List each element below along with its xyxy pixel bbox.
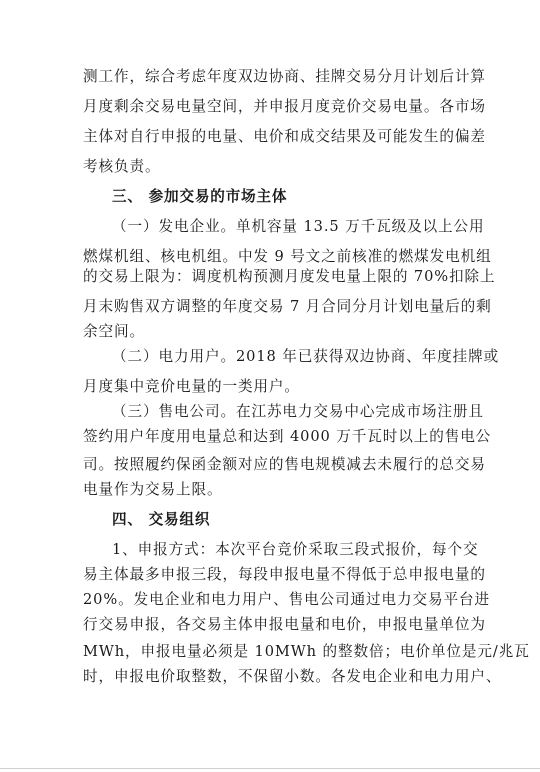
body-line: 的交易上限为：调度机构预测月度发电量上限的 70%扣除上 bbox=[83, 268, 496, 285]
body-line: 余空间。 bbox=[83, 323, 145, 340]
body-line: MWh，申报电量必须是 10MWh 的整数倍；电价单位是元/兆瓦 bbox=[83, 643, 530, 660]
section-heading-4: 四、 交易组织 bbox=[112, 511, 211, 528]
body-line: 燃煤机组、核电机组。中发 9 号文之前核准的燃煤发电机组 bbox=[83, 248, 492, 265]
body-line: 月末购售双方调整的年度交易 7 月合同分月计划电量后的剩 bbox=[83, 298, 492, 315]
body-line: （一）发电企业。单机容量 13.5 万千瓦级及以上公用 bbox=[112, 218, 485, 235]
body-line: 易主体最多申报三段，每段申报电量不得低于总申报电量的 bbox=[83, 566, 486, 583]
body-line: 司。按照履约保函金额对应的售电规模减去未履行的总交易 bbox=[83, 456, 486, 473]
body-line: 电量作为交易上限。 bbox=[83, 481, 223, 498]
body-line: （二）电力用户。2018 年已获得双边协商、年度挂牌或 bbox=[112, 348, 500, 365]
body-line: 行交易申报，各交易主体申报电量和电价，申报电量单位为 bbox=[83, 616, 486, 633]
body-line: 时，申报电价取整数，不保留小数。各发电企业和电力用户、 bbox=[83, 668, 502, 685]
body-line: 签约用户年度用电量总和达到 4000 万千瓦时以上的售电公 bbox=[83, 428, 492, 445]
page-bottom-divider bbox=[0, 768, 540, 769]
body-line: 月度剩余交易电量空间，并申报月度竞价交易电量。各市场 bbox=[83, 98, 486, 115]
body-line: 20%。发电企业和电力用户、售电公司通过电力交易平台进 bbox=[83, 591, 490, 608]
body-line: 主体对自行申报的电量、电价和成交结果及可能发生的偏差 bbox=[83, 128, 486, 145]
body-line: 测工作，综合考虑年度双边协商、挂牌交易分月计划后计算 bbox=[83, 68, 486, 85]
section-heading-3: 三、 参加交易的市场主体 bbox=[112, 188, 288, 205]
body-line: 考核负责。 bbox=[83, 158, 161, 175]
body-line: 月度集中竞价电量的一类用户。 bbox=[83, 378, 300, 395]
body-line: 1、申报方式：本次平台竞价采取三段式报价，每个交 bbox=[112, 541, 479, 558]
body-line: （三）售电公司。在江苏电力交易中心完成市场注册且 bbox=[112, 403, 484, 420]
